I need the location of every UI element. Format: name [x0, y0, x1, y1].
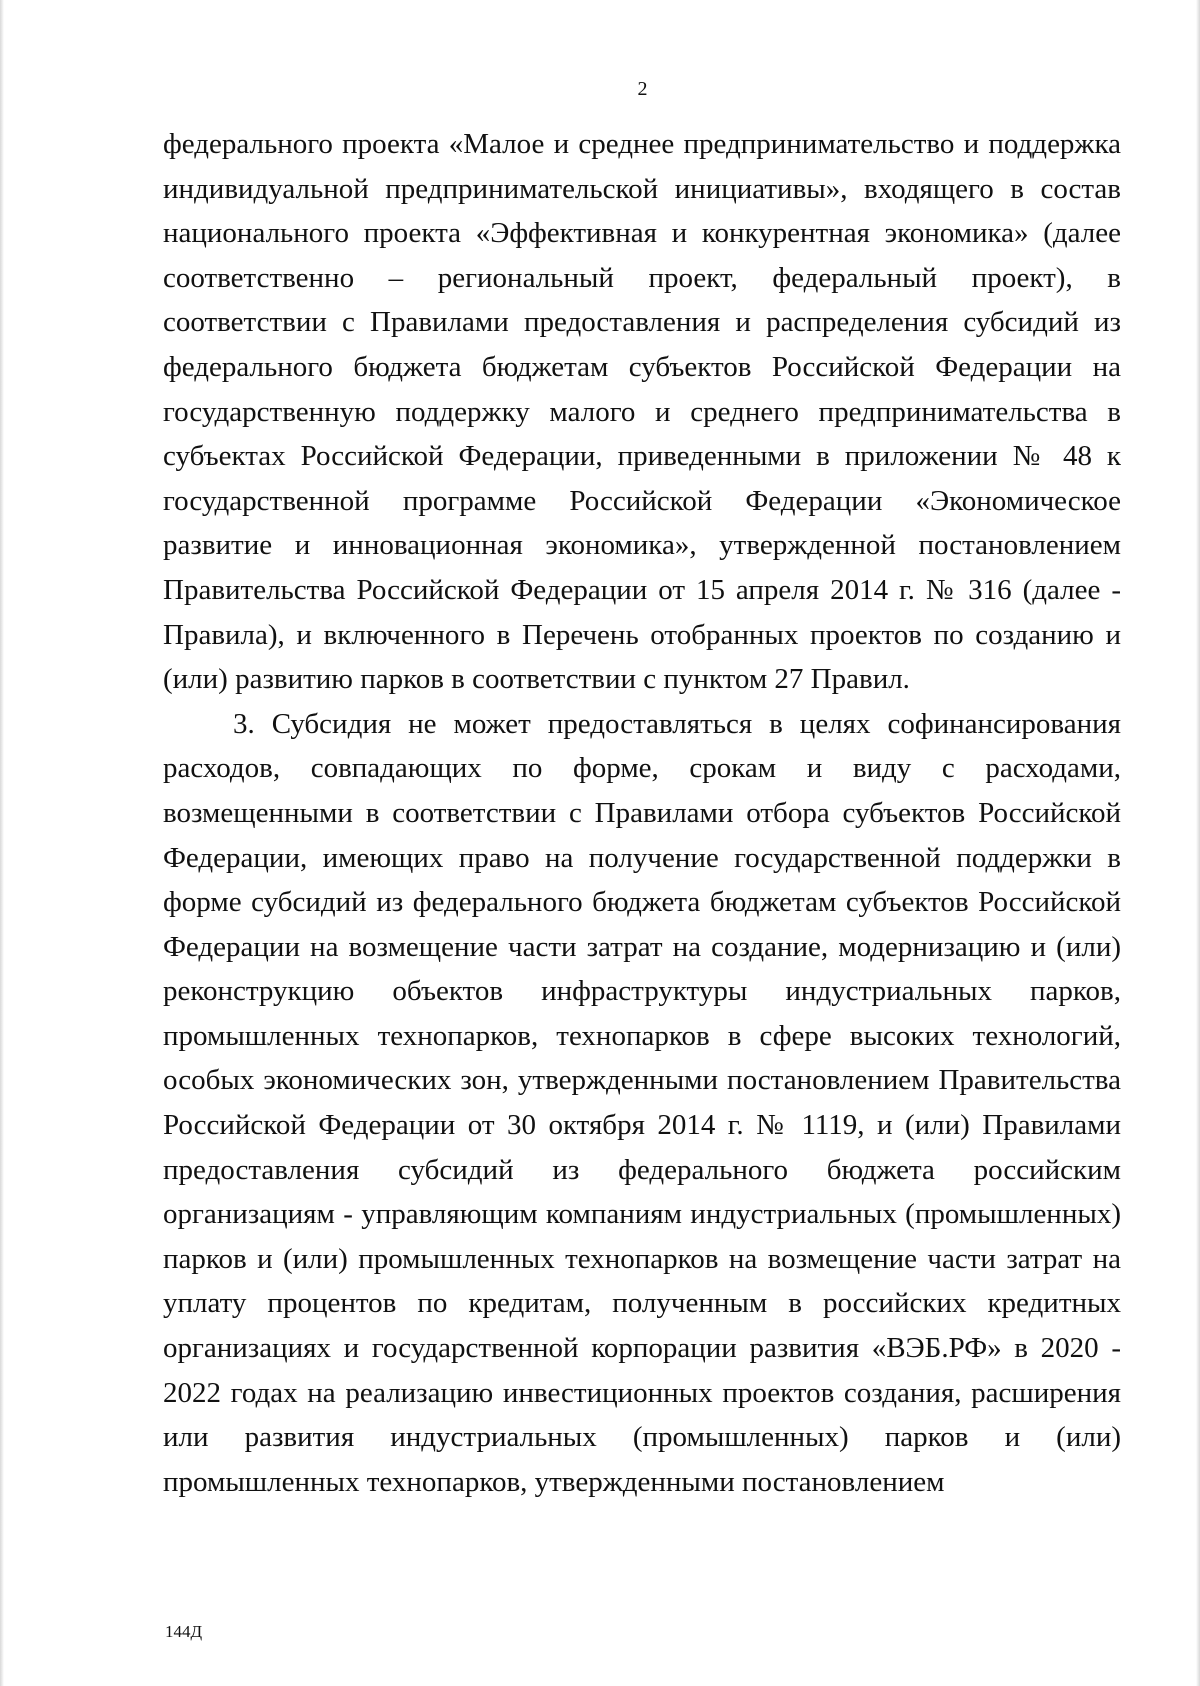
- page-number: 2: [637, 78, 648, 100]
- scan-edge-left: [0, 0, 4, 1686]
- paragraph-continued: федерального проекта «Малое и среднее предпринимательство и поддержка индивидуальной предпринимательской инициативы», входящего в состав национального проекта «Эффективная и конкурентная экономика» (далее соответственно – региональный проект, федеральный проект), в соответствии с Правилами предоставления и распределения субсидий из федерального бюджета бюджетам субъектов Российской Федерации на государственную поддержку малого и среднего предпринимательства в субъектах Российской Федерации, приведенными в приложении № 48 к государственной программе Российской Федерации «Экономическое развитие и инновационная экономика», утвержденной постановлением Правительства Российской Федерации от 15 апреля 2014 г. № 316 (далее - Правила), и включенного в Перечень отобранных проектов по созданию и (или) развитию парков в соответствии с пунктом 27 Правил.: [163, 128, 1121, 696]
- footer-document-code: 144Д: [165, 1622, 203, 1641]
- scan-edge-right: [1196, 0, 1200, 1686]
- paragraph-3: 3. Субсидия не может предоставляться в целях софинансирования расходов, совпадающих по форме, срокам и виду с расходами, возмещенными в соответствии с Правилами отбора субъектов Российской Федерации, имеющих право на получение государственной поддержки в форме субсидий из федерального бюджета бюджетам субъектов Российской Федерации на возмещение части затрат на создание, модернизацию и (или) реконструкцию объектов инфраструктуры индустриальных парков, промышленных технопарков, технопарков в сфере высоких технологий, особых экономических зон, утвержденными постановлением Правительства Российской Федерации от 30 октября 2014 г. № 1119, и (или) Правилами предоставления субсидий из федерального бюджета российским организациям - управляющим компаниям индустриальных (промышленных) парков и (или) промышленных технопарков на возмещение части затрат на уплату процентов по кредитам, полученным в российских кредитных организациях и государственной корпорации развития «ВЭБ.РФ» в 2020 - 2022 годах на реализацию инвестиционных проектов создания, расширения или развития индустриальных (промышленных) парков и (или) промышленных технопарков, утвержденными постановлением: [163, 707, 1121, 1498]
- document-body: [163, 122, 1121, 1504]
